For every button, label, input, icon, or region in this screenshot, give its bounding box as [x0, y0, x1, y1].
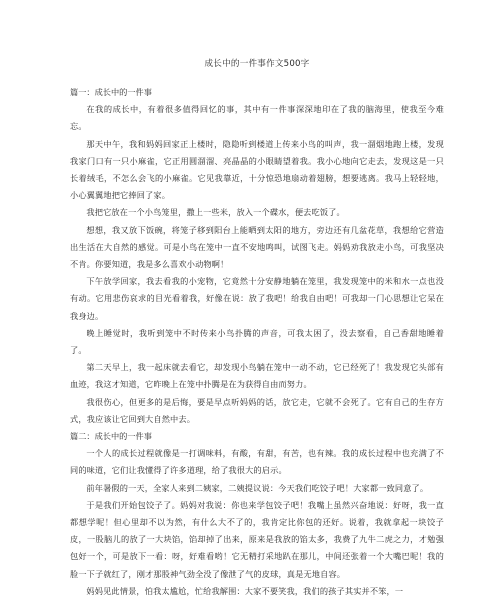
paragraph: 我把它放在一个小鸟笼里，撒上一些米，放入一个碟水，便去吃饭了。 — [86, 207, 345, 218]
document-body — [70, 84, 444, 600]
paragraph: 下午放学回家，我去看我的小宠物，它竟然十分安静地躺在笼里，我发现笼中的米和水一点也没有动。它用悲伤哀求的目光看着我，好像在说：放了我吧！给我自由吧！可我却一门心思想让它呆在我身边。 — [70, 276, 444, 321]
paragraph: 第二天早上，我一起床就去看它，却发现小鸟躺在笼中一动不动，它已经死了！我发现它头部有血迹，我这才知道，它昨晚上在笼中扑腾是在为获得自由而努力。 — [70, 362, 444, 390]
paragraph: 于是我们开始包饺子了。妈妈对我说：你也来学包饺子吧！我嘴上虽然兴奋地说：好呀，我一直都想学呢！但心里却不以为然，有什么大不了的，我肯定比你包的还好。说着，我就拿起一块饺子皮，一股脑儿的放了一大块馅，馅却掉了出来，原来是我放的馅太多，我费了九牛二虎之力，才勉强包好一个，可是放下一看：呀，好难看哟！它无精打采地趴在那儿，中间还张着一个大嘴巴呢！我的脸一下子就红了，刚才那股神气劲全没了像泄了气的皮球，真是无地自容。 — [70, 499, 444, 579]
paragraph: 晚上睡觉时，我听到笼中不时传来小鸟扑腾的声音，可我太困了，没去察看，自己香甜地睡着了。 — [70, 327, 444, 356]
document-title: 成长中的一件事作文500字 — [204, 59, 310, 69]
paragraph: 一个人的成长过程就像是一打调味料，有酸，有甜，有苦，也有辣。我的成长过程中也充满了不同的味道，它们让我懂得了许多道理，给了我很大的启示。 — [70, 448, 444, 476]
paragraph: 妈妈见此情景，怕我太尴尬，忙给我解围：大家不要笑我，我们的孩子其实并不笨，一 — [86, 585, 404, 596]
paragraph: 在我的成长中，有着很多值得回忆的事，其中有一件事深深地印在了我的脑海里，使我至今难忘。 — [70, 104, 444, 132]
paragraph: 前年暑假的一天，全家人来到二姨家，二姨提议说：今天我们吃饺子吧！大家都一致同意了。 — [86, 482, 429, 493]
section-heading: 篇一：成长中的一件事 — [70, 87, 152, 97]
paragraph: 想想，我又放下饭碗，将笼子移到阳台上能晒到太阳的地方，旁边还有几盆花草，我想给它营造出生活在大自然的感觉。可是小鸟在笼中一直不安地鸣叫，试图飞走。妈妈劝我放走小鸟，可我坚决不肯。你要知道，我是多么喜欢小动物啊！ — [70, 224, 444, 270]
paragraph: 那天中午，我和妈妈回家正上楼时，隐隐听到楼道上传来小鸟的叫声，我一溜烟地跑上楼，发现我家门口有一只小麻雀，它正用圆溜溜、亮晶晶的小眼睛望着我。我小心地向它走去，发现这是一只长着绒毛，不怎么会飞的小麻雀。它见我靠近，十分惊恐地扇动着翅膀，想要逃离。我马上轻轻地，小心翼翼地把它捧回了家。 — [70, 138, 444, 201]
paragraph: 我很伤心，但更多的是后悔，要是早点听妈妈的话，放它走，它就不会死了。它有自己的生存方式，我应该让它回到大自然中去。 — [70, 396, 444, 424]
section-heading: 篇二：成长中的一件事 — [70, 431, 152, 442]
